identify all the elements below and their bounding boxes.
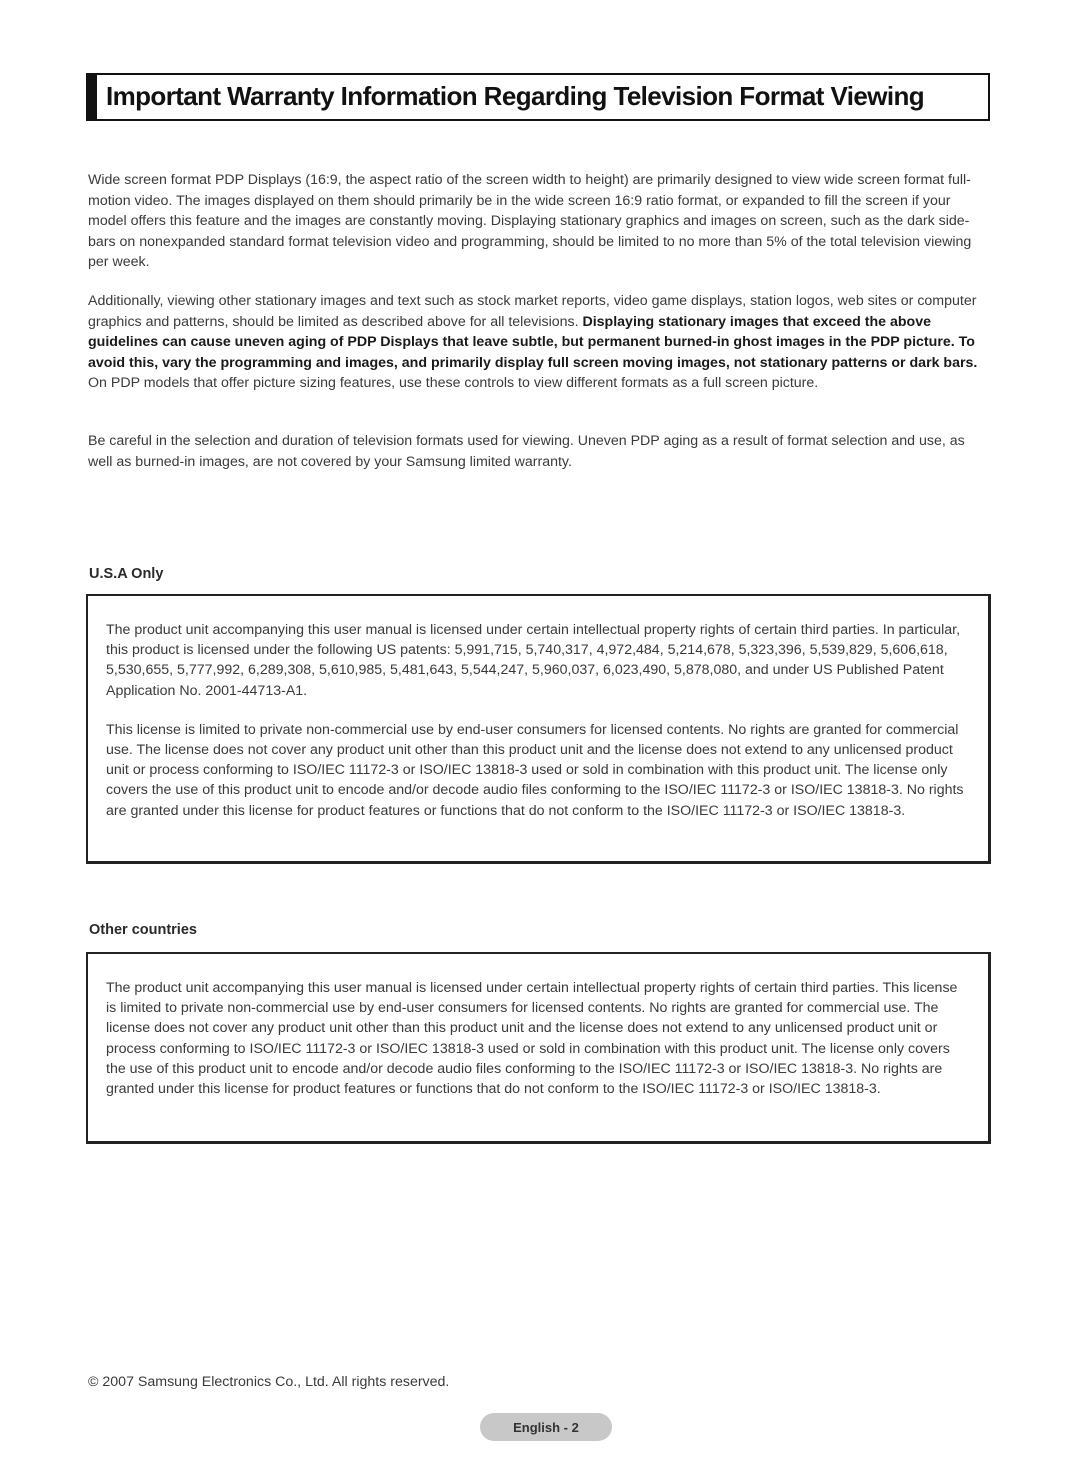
usa-only-heading: U.S.A Only — [89, 566, 164, 582]
warranty-warning-bold: Displaying stationary images that exceed the above guidelines can cause uneven aging of PDP Displays that leave subtle, but permanent burned-in ghost images in the PDP picture. To avoid this, vary the programming and images, and primarily display full screen moving images, not stationary patterns or dark bars. — [88, 313, 978, 371]
other-license-box — [86, 952, 991, 1144]
warranty-paragraph-2-text: Additionally, viewing other stationary images and text such as stock market reports, video game displays, station logos, web sites or computer graphics and patterns, should be limited as described above for all televisions. — [88, 293, 977, 330]
other-countries-heading: Other countries — [89, 922, 197, 938]
page-number: English - 2 — [513, 1419, 579, 1435]
title-accent-bar — [88, 75, 97, 119]
usa-license-terms: This license is limited to private non-commercial use by end-user consumers for licensed contents. No rights are granted for commercial use. The license does not cover any product unit other than this product unit and the license does not extend to any unlicensed product unit or process conforming to ISO/IEC 11172-3 or ISO/IEC 13818-3 used or sold in combination with this product unit. The license only covers the use of this product unit to encode and/or decode audio files conforming to the ISO/IEC 11172-3 or ISO/IEC 13818-3. No rights are granted under this license for product features or functions that do not conform to the ISO/IEC 11172-3 or ISO/IEC 13818-3. — [106, 721, 964, 819]
title-box — [86, 73, 990, 121]
page-number-badge — [480, 1413, 612, 1441]
warranty-paragraph-1: Wide screen format PDP Displays (16:9, the aspect ratio of the screen width to height) are primarily designed to view wide screen format full-motion video. The images displayed on them should primarily be in the wide screen 16:9 ratio format, or expanded to fill the screen if your model offers this feature and the images are constantly moving. Displaying stationary graphics and images on screen, such as the dark side-bars on nonexpanded standard format television video and programming, should be limited to no more than 5% of the total television viewing per week. — [88, 172, 972, 270]
usa-license-patents: The product unit accompanying this user manual is licensed under certain intellectual property rights of certain third parties. In particular, this product is licensed under the following US patents: 5,991,715, 5,740,317, 4,972,484, 5,214,678, 5,323,396, 5,539,829, 5,606,618, 5,530,655, 5,777,992, 6,289,308, 5,610,985, 5,481,643, 5,544,247, 5,960,037, 6,023,490, 5,878,080, and under US Published Patent Application No. 2001-44713-A1. — [106, 622, 961, 699]
warranty-paragraph-2 — [88, 291, 988, 394]
warranty-paragraph-3: Be careful in the selection and duration of television formats used for viewing. Uneven PDP aging as a result of format selection and use, as well as burned-in images, are not covered by your Samsung limited warranty. — [88, 433, 965, 470]
warranty-sizing-note: On PDP models that offer picture sizing features, use these controls to view different formats as a full screen picture. — [88, 375, 819, 391]
other-license-terms: The product unit accompanying this user manual is licensed under certain intellectual property rights of certain third parties. This license is limited to private non-commercial use by end-user consumers for licensed contents. No rights are granted for commercial use. The license does not cover any product unit other than this product unit and the license does not extend to any unlicensed product unit or process conforming to ISO/IEC 11172-3 or ISO/IEC 13818-3 used or sold in combination with this product unit. The license only covers the use of this product unit to encode and/or decode audio files conforming to the ISO/IEC 11172-3 or ISO/IEC 13818-3. No rights are granted under this license for product features or functions that do not conform to the ISO/IEC 11172-3 or ISO/IEC 13818-3. — [106, 980, 958, 1098]
usa-license-box — [86, 594, 991, 864]
copyright-notice: © 2007 Samsung Electronics Co., Ltd. All rights reserved. — [88, 1374, 450, 1390]
page-title: Important Warranty Information Regarding Television Format Viewing — [106, 81, 925, 111]
